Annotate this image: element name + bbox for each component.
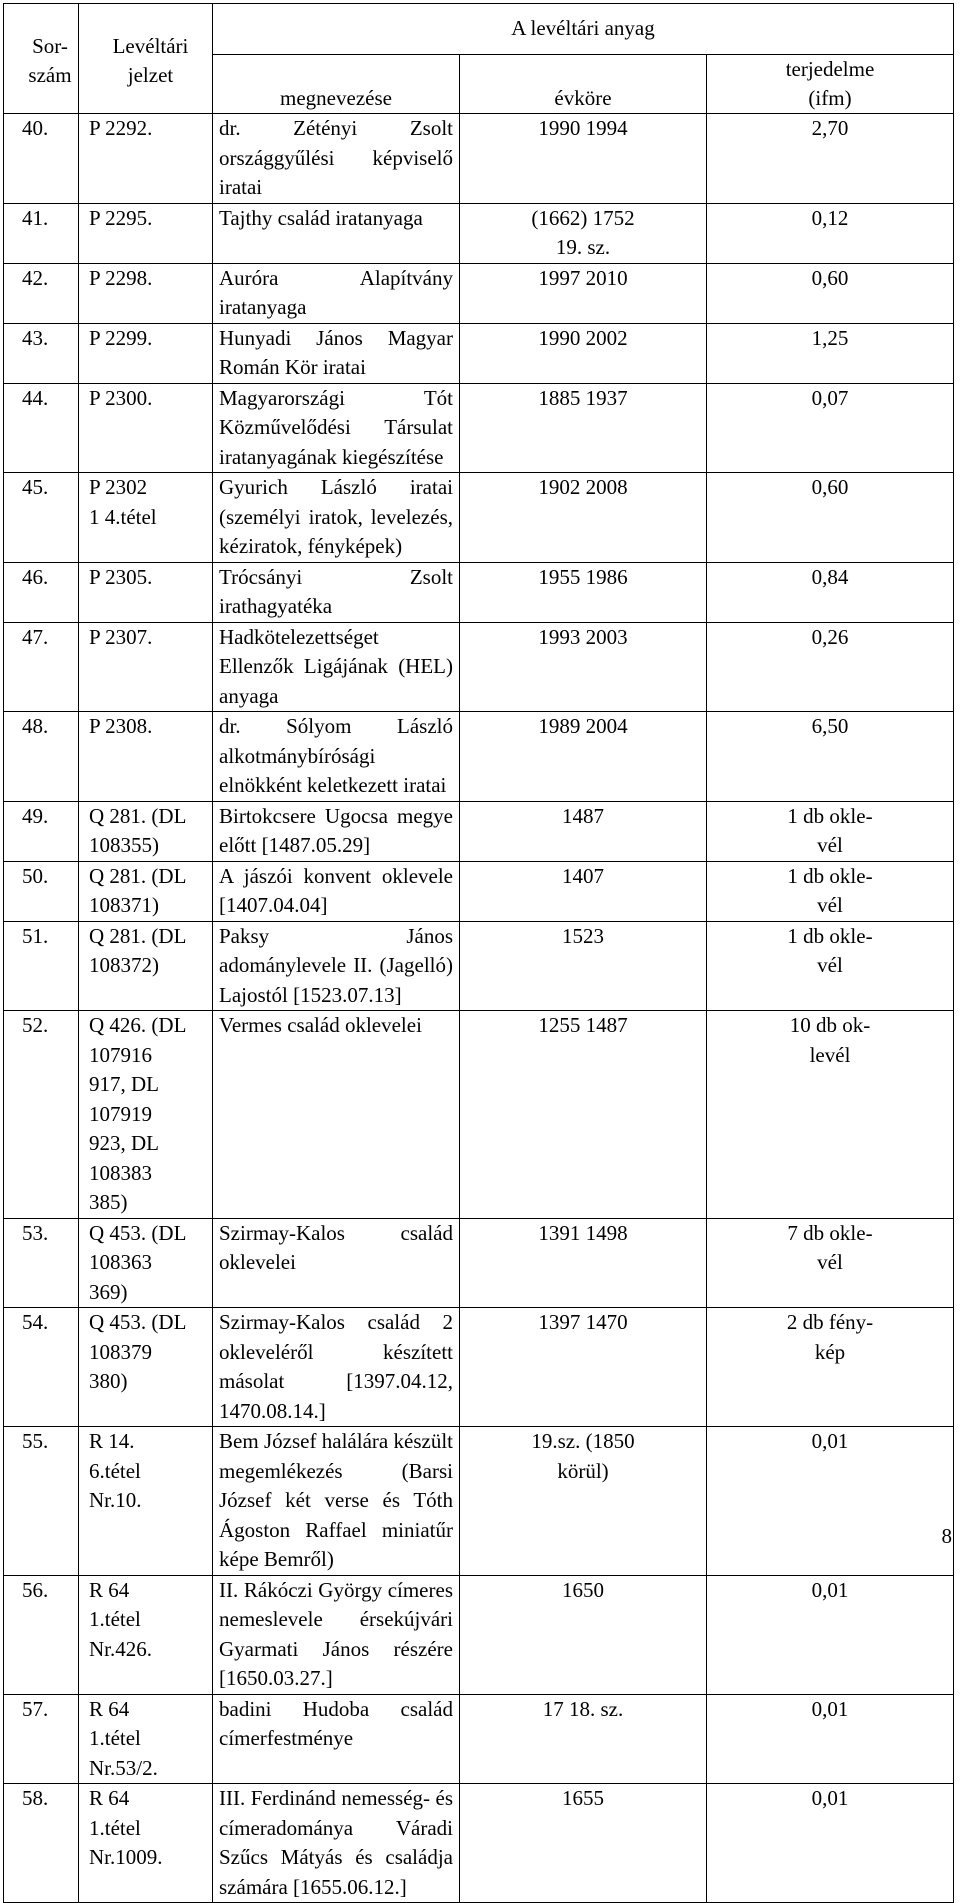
table-row: [4, 1575, 954, 1694]
archive-signature: R 64 1.tétel Nr.53/2.: [79, 1694, 213, 1784]
row-number: 40.: [4, 114, 79, 204]
archive-signature: P 2302 1 4.tétel: [79, 473, 213, 563]
table-row: [4, 473, 954, 563]
table-row: [4, 1694, 954, 1784]
table-row: [4, 1427, 954, 1576]
record-extent: 7 db okle- vél: [707, 1218, 954, 1308]
table-row: [4, 861, 954, 921]
record-years: 1487: [460, 801, 707, 861]
record-extent: 2 db fény- kép: [707, 1308, 954, 1427]
record-years: 1523: [460, 921, 707, 1011]
header-jelzet: Levéltári jelzet: [79, 4, 213, 114]
header-anyag: A levéltári anyag: [213, 4, 954, 55]
record-extent: 0,01: [707, 1784, 954, 1903]
table-row: [4, 1218, 954, 1308]
record-title: A jászói konvent oklevele [1407.04.04]: [213, 861, 460, 921]
record-years: 19.sz. (1850 körül): [460, 1427, 707, 1576]
record-title: Magyarországi Tót Közművelődési Társulat iratanyagának kiegészítése: [213, 383, 460, 473]
record-title: Gyurich László iratai (személyi iratok, levelezés, kéziratok, fényképek): [213, 473, 460, 563]
record-extent: 0,60: [707, 263, 954, 323]
row-number: 51.: [4, 921, 79, 1011]
record-years: 1990 1994: [460, 114, 707, 204]
row-number: 54.: [4, 1308, 79, 1427]
record-years: 1997 2010: [460, 263, 707, 323]
record-title: Hadkötelezettséget Ellenzők Ligájának (HEL) anyaga: [213, 622, 460, 712]
table-row: [4, 801, 954, 861]
record-extent: 0,84: [707, 562, 954, 622]
record-extent: 1 db okle- vél: [707, 921, 954, 1011]
record-title: Szirmay-Kalos család oklevelei: [213, 1218, 460, 1308]
table-row: [4, 383, 954, 473]
record-title: badini Hudoba család címerfestménye: [213, 1694, 460, 1784]
table-row: [4, 323, 954, 383]
record-title: dr. Zétényi Zsolt országgyűlési képviselő iratai: [213, 114, 460, 204]
record-years: (1662) 1752 19. sz.: [460, 203, 707, 263]
archive-signature: P 2295.: [79, 203, 213, 263]
record-extent: 0,01: [707, 1694, 954, 1784]
record-title: Birtokcsere Ugocsa megye előtt [1487.05.29]: [213, 801, 460, 861]
record-title: Hunyadi János Magyar Román Kör iratai: [213, 323, 460, 383]
archive-signature: Q 281. (DL 108355): [79, 801, 213, 861]
record-extent: 1,25: [707, 323, 954, 383]
archive-signature: R 64 1.tétel Nr.1009.: [79, 1784, 213, 1903]
record-extent: 0,07: [707, 383, 954, 473]
record-years: 1993 2003: [460, 622, 707, 712]
archive-signature: P 2308.: [79, 712, 213, 802]
record-title: Tajthy család iratanyaga: [213, 203, 460, 263]
row-number: 45.: [4, 473, 79, 563]
record-title: Paksy János adománylevele II. (Jagelló) Lajostól [1523.07.13]: [213, 921, 460, 1011]
record-years: 1990 2002: [460, 323, 707, 383]
archive-signature: Q 426. (DL 107916 917, DL 107919 923, DL 108383 385): [79, 1011, 213, 1219]
row-number: 57.: [4, 1694, 79, 1784]
table-row: [4, 1308, 954, 1427]
record-years: 1397 1470: [460, 1308, 707, 1427]
record-years: 1955 1986: [460, 562, 707, 622]
archive-signature: R 14. 6.tétel Nr.10.: [79, 1427, 213, 1576]
row-number: 53.: [4, 1218, 79, 1308]
row-number: 52.: [4, 1011, 79, 1219]
record-years: 1989 2004: [460, 712, 707, 802]
archive-signature: Q 281. (DL 108371): [79, 861, 213, 921]
record-title: Bem József halálára készült megemlékezés (Barsi József két verse és Tóth Ágoston Raffael miniatűr képe Bemről): [213, 1427, 460, 1576]
record-years: 1407: [460, 861, 707, 921]
row-number: 42.: [4, 263, 79, 323]
record-extent: 0,12: [707, 203, 954, 263]
record-title: Vermes család oklevelei: [213, 1011, 460, 1219]
table-row: [4, 203, 954, 263]
record-extent: 6,50: [707, 712, 954, 802]
record-title: Auróra Alapítvány iratanyaga: [213, 263, 460, 323]
row-number: 48.: [4, 712, 79, 802]
archive-signature: Q 453. (DL 108379 380): [79, 1308, 213, 1427]
row-number: 56.: [4, 1575, 79, 1694]
record-years: 1255 1487: [460, 1011, 707, 1219]
record-extent: 1 db okle- vél: [707, 861, 954, 921]
record-years: 1391 1498: [460, 1218, 707, 1308]
header-terjedelme: terjedelme (ifm): [707, 55, 954, 114]
row-number: 44.: [4, 383, 79, 473]
record-years: 1885 1937: [460, 383, 707, 473]
row-number: 43.: [4, 323, 79, 383]
table-row: [4, 263, 954, 323]
row-number: 47.: [4, 622, 79, 712]
archive-signature: P 2299.: [79, 323, 213, 383]
row-number: 58.: [4, 1784, 79, 1903]
archive-signature: P 2298.: [79, 263, 213, 323]
record-years: 1655: [460, 1784, 707, 1903]
record-extent: 0,60: [707, 473, 954, 563]
table-row: [4, 114, 954, 204]
header-megnevezese: megnevezése: [213, 55, 460, 114]
table-row: [4, 712, 954, 802]
header-sorszam: Sor- szám: [4, 4, 79, 114]
record-extent: 1 db okle- vél: [707, 801, 954, 861]
record-title: dr. Sólyom László alkotmánybírósági elnökként keletkezett iratai: [213, 712, 460, 802]
table-row: [4, 622, 954, 712]
record-extent: 2,70: [707, 114, 954, 204]
row-number: 49.: [4, 801, 79, 861]
archive-signature: P 2305.: [79, 562, 213, 622]
record-title: III. Ferdinánd nemesség- és címeradománya Váradi Szűcs Mátyás és családja számára [1655.06.12.]: [213, 1784, 460, 1903]
record-years: 1650: [460, 1575, 707, 1694]
record-extent: 0,01: [707, 1427, 954, 1576]
record-years: 1902 2008: [460, 473, 707, 563]
page-number: 8: [941, 1524, 952, 1548]
archive-signature: Q 453. (DL 108363 369): [79, 1218, 213, 1308]
archive-signature: Q 281. (DL 108372): [79, 921, 213, 1011]
record-extent: 0,26: [707, 622, 954, 712]
record-title: Trócsányi Zsolt irathagyatéka: [213, 562, 460, 622]
record-extent: 10 db ok- levél: [707, 1011, 954, 1219]
record-extent: 0,01: [707, 1575, 954, 1694]
table-row: [4, 921, 954, 1011]
archive-table: [3, 3, 954, 1903]
row-number: 41.: [4, 203, 79, 263]
row-number: 46.: [4, 562, 79, 622]
row-number: 50.: [4, 861, 79, 921]
row-number: 55.: [4, 1427, 79, 1576]
header-evkore: évköre: [460, 55, 707, 114]
table-row: [4, 1784, 954, 1903]
table-body: [4, 114, 954, 1903]
table-row: [4, 562, 954, 622]
archive-signature: R 64 1.tétel Nr.426.: [79, 1575, 213, 1694]
record-years: 17 18. sz.: [460, 1694, 707, 1784]
record-title: II. Rákóczi György címeres nemeslevele érsekújvári Gyarmati János részére [1650.03.27.]: [213, 1575, 460, 1694]
archive-signature: P 2292.: [79, 114, 213, 204]
archive-signature: P 2307.: [79, 622, 213, 712]
record-title: Szirmay-Kalos család 2 okleveléről készített másolat [1397.04.12, 1470.08.14.]: [213, 1308, 460, 1427]
archive-signature: P 2300.: [79, 383, 213, 473]
table-row: [4, 1011, 954, 1219]
